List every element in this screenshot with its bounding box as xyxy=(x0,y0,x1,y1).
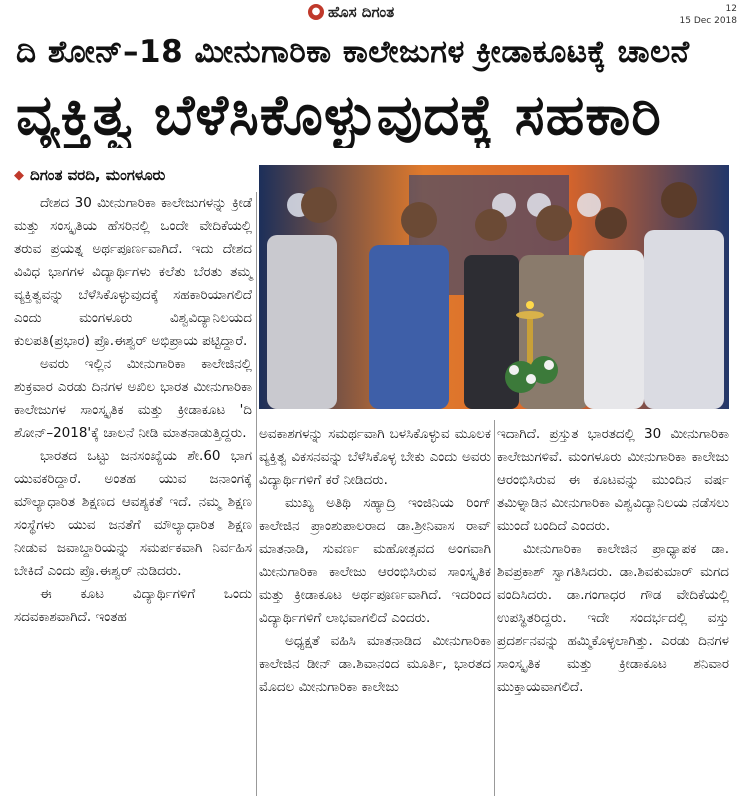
paragraph: ಅಧ್ಯಕ್ಷತೆ ವಹಿಸಿ ಮಾತನಾಡಿದ ಮೀನುಗಾರಿಕಾ ಕಾಲೇಜಿನ ಡೀನ್ ಡಾ.ಶಿವಾನಂದ ಮೂರ್ತಿ, ಭಾರತದ ಮೊದಲ ಮೀನುಗಾರಿಕಾ ಕಾಲೇಜು xyxy=(259,633,491,695)
paragraph: ಮುಖ್ಯ ಅತಿಥಿ ಸಹ್ಯಾದ್ರಿ ಇಂಜಿನಿಯ ರಿಂಗ್ ಕಾಲೇಜಿನ ಪ್ರಾಂಶುಪಾಲರಾದ ಡಾ.ಶ್ರೀನಿವಾಸ ರಾವ್ ಮಾತನಾಡಿ, ಸುವರ್ಣ ಮಹೋತ್ಸವದ ಅಂಗವಾಗಿ ಮೀನುಗಾರಿಕಾ ಕಾಲೇಜು ಆರಂಭಿಸಿರುವ ಸಾಂಸ್ಕೃತಿಕ ಮತ್ತು ಕ್ರೀಡಾಕೂಟ ಅರ್ಥಪೂರ್ಣವಾಗಿದೆ. ಇದರಿಂದ ವಿದ್ಯಾರ್ಥಿಗಳಿಗೆ ಲಾಭವಾಗಲಿದೆ ಎಂದರು. xyxy=(259,495,491,626)
logo-emblem-icon: ● xyxy=(308,4,324,20)
logo-text: ಹೊಸ ದಿಗಂತ xyxy=(328,3,395,21)
newspaper-logo xyxy=(308,2,394,22)
page-date: 15 Dec 2018 xyxy=(679,16,737,26)
paragraph: ಮೀನುಗಾರಿಕಾ ಕಾಲೇಜಿನ ಪ್ರಾಧ್ಯಾಪಕ ಡಾ. ಶಿವಪ್ರಕಾಶ್ ಸ್ವಾಗತಿಸಿದರು. ಡಾ.ಶಿವಕುಮಾರ್ ಮಗದ ವಂದಿಸಿದರು. ಡಾ.ಗಂಗಾಧರ ಗೌಡ ವೇದಿಕೆಯಲ್ಲಿ ಉಪಸ್ಥಿತರಿದ್ದರು. ಇದೇ ಸಂದರ್ಭದಲ್ಲಿ ವಸ್ತು ಪ್ರದರ್ಶನವನ್ನು ಹಮ್ಮಿಕೊಳ್ಳಲಾಗಿತ್ತು. ಎರಡು ದಿನಗಳ ಸಾಂಸ್ಕೃತಿಕ ಮತ್ತು ಕ್ರೀಡಾಕೂಟ ಶನಿವಾರ ಮುಕ್ತಾಯವಾಗಲಿದೆ. xyxy=(497,541,729,695)
event-photo xyxy=(259,165,729,409)
paragraph: ಅವರು ಇಲ್ಲಿನ ಮೀನುಗಾರಿಕಾ ಕಾಲೇಜಿನಲ್ಲಿ ಶುಕ್ರವಾರ ಎರಡು ದಿನಗಳ ಅಖಿಲ ಭಾರತ ಮೀನುಗಾರಿಕಾ ಕಾಲೇಜುಗಳ ಸಾಂಸ್ಕೃತಿಕ ಮತ್ತು ಕ್ರೀಡಾಕೂಟ 'ದಿ ಶೋನ್–2018'ಕ್ಕೆ ಚಾಲನೆ ನೀಡಿ ಮಾತನಾಡುತ್ತಿದ್ದರು. xyxy=(14,356,252,441)
article-column-1 xyxy=(14,192,252,629)
main-headline: ವ್ಯಕ್ತಿತ್ವ ಬೆಳೆಸಿಕೊಳ್ಳುವುದಕ್ಕೆ ಸಹಕಾರಿ xyxy=(16,84,662,148)
paragraph: ಇದಾಗಿದೆ. ಪ್ರಸ್ತುತ ಭಾರತದಲ್ಲಿ 30 ಮೀನುಗಾರಿಕಾ ಕಾಲೇಜುಗಳಿವೆ. ಮಂಗಳೂರು ಮೀನುಗಾರಿಕಾ ಕಾಲೇಜು ಆರಂಭಿಸಿರುವ ಈ ಕೂಟವನ್ನು ಮುಂದಿನ ವರ್ಷ ತಮಿಳ್ನಾಡಿನ ಮೀನುಗಾರಿಕಾ ವಿಶ್ವವಿದ್ಯಾನಿಲಯ ನಡೆಸಲು ಮುಂದೆ ಬಂದಿದೆ ಎಂದರು. xyxy=(497,426,729,534)
paragraph: ಈ ಕೂಟ ವಿದ್ಯಾರ್ಥಿಗಳಿಗೆ ಒಂದು ಸದವಕಾಶವಾಗಿದೆ. ಇಂತಹ xyxy=(14,586,252,625)
column-divider xyxy=(256,192,257,796)
page-number: 12 xyxy=(725,4,737,14)
kicker-headline: ದಿ ಶೋನ್–18 ಮೀನುಗಾರಿಕಾ ಕಾಲೇಜುಗಳ ಕ್ರೀಡಾಕೂಟಕ್ಕೆ ಚಾಲನೆ xyxy=(16,34,690,70)
paragraph: ದೇಶದ 30 ಮೀನುಗಾರಿಕಾ ಕಾಲೇಜುಗಳನ್ನು ಕ್ರೀಡೆ ಮತ್ತು ಸಂಸ್ಕೃತಿಯ ಹೆಸರಿನಲ್ಲಿ ಒಂದೇ ವೇದಿಕೆಯಲ್ಲಿ ತರುವ ಪ್ರಯತ್ನ ಅರ್ಥಪೂರ್ಣವಾಗಿದೆ. ಇದು ದೇಶದ ವಿವಿಧ ಭಾಗಗಳ ವಿದ್ಯಾರ್ಥಿಗಳು ಕಲೆತು ಬೆರತು ತಮ್ಮ ವ್ಯಕ್ತಿತ್ವವನ್ನು ಬೆಳೆಸಿಕೊಳ್ಳುವುದಕ್ಕೆ ಸಹಕಾರಿಯಾಗಲಿದೆ ಎಂದು ಮಂಗಳೂರು ವಿಶ್ವವಿದ್ಯಾನಿಲಯದ ಕುಲಪತಿ(ಪ್ರಭಾರ) ಪ್ರೊ.ಈಶ್ವರ್ ಅಭಿಪ್ರಾಯ ಪಟ್ಟಿದ್ದಾರೆ. xyxy=(14,195,252,349)
paragraph: ಭಾರತದ ಒಟ್ಟು ಜನಸಂಖ್ಯೆಯ ಶೇ.60 ಭಾಗ ಯುವಕರಿದ್ದಾರೆ. ಅಂತಹ ಯುವ ಜನಾಂಗಕ್ಕೆ ಮೌಲ್ಯಾಧಾರಿತ ಶಿಕ್ಷಣದ ಆವಶ್ಯಕತೆ ಇದೆ. ನಮ್ಮ ಶಿಕ್ಷಣ ಸಂಸ್ಥೆಗಳು ಯುವ ಜನತೆಗೆ ಮೌಲ್ಯಾಧಾರಿತ ಶಿಕ್ಷಣ ನೀಡುವ ಜವಾಬ್ದಾರಿಯನ್ನು ಸಮರ್ಪಕವಾಗಿ ನಿರ್ವಹಿಸ ಬೇಕಿದೆ ಎಂದು ಪ್ರೊ.ಈಶ್ವರ್ ನುಡಿದರು. xyxy=(14,448,252,579)
byline xyxy=(14,164,165,186)
byline-bullet-icon: ◆ xyxy=(14,167,24,183)
byline-text: ದಿಗಂತ ವರದಿ, ಮಂಗಳೂರು xyxy=(30,166,166,184)
masthead xyxy=(0,0,743,26)
column-divider xyxy=(494,420,495,796)
lamp-lighting-photo xyxy=(259,165,729,409)
article-column-3 xyxy=(497,423,729,699)
paragraph: ಅವಕಾಶಗಳನ್ನು ಸಮರ್ಥವಾಗಿ ಬಳಸಿಕೊಳ್ಳುವ ಮೂಲಕ ವ್ಯಕ್ತಿತ್ವ ವಿಕಸನವನ್ನು ಬೆಳೆಸಿಕೊಳ್ಳ ಬೇಕು ಎಂದು ಅವರು ವಿದ್ಯಾರ್ಥಿಗಳಿಗೆ ಕರೆ ನೀಡಿದರು. xyxy=(259,426,491,488)
article-column-2 xyxy=(259,423,491,699)
